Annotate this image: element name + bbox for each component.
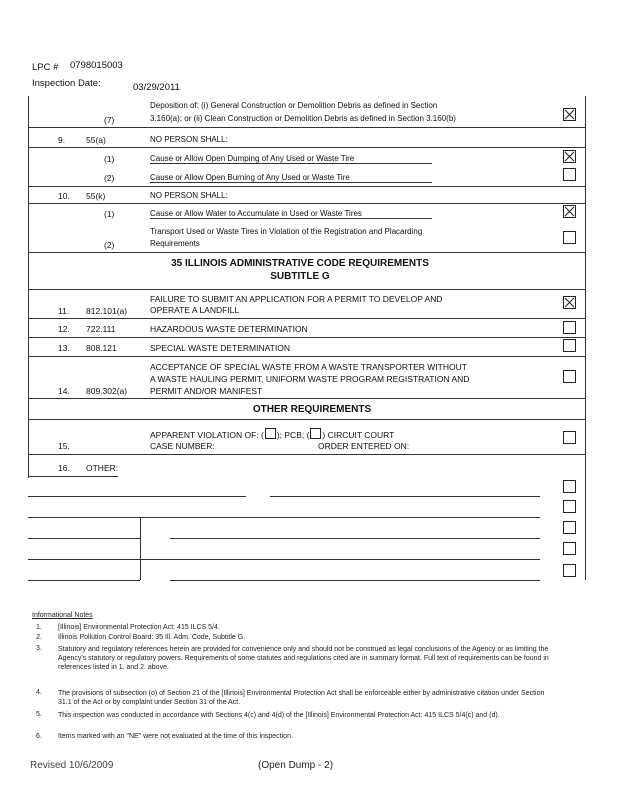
violation-checkbox[interactable] [563, 231, 576, 244]
other-checkbox[interactable] [563, 521, 576, 534]
violation-checkbox[interactable] [563, 205, 576, 218]
violation-checkbox[interactable] [563, 339, 576, 352]
inspection-date-value: 03/29/2011 [133, 82, 180, 93]
table-border-left [28, 96, 29, 478]
violation-checkbox[interactable] [563, 321, 576, 334]
violation-checkbox[interactable] [563, 296, 576, 309]
table-border-right [585, 96, 586, 478]
violation-checkbox[interactable] [563, 370, 576, 383]
act-checkbox[interactable] [265, 428, 276, 439]
other-checkbox[interactable] [563, 542, 576, 555]
case-number-label: CASE NUMBER: [150, 441, 215, 451]
violation-checkbox[interactable] [563, 108, 576, 121]
violation-checkbox[interactable] [563, 431, 576, 444]
inspection-date-label: Inspection Date: [32, 78, 101, 89]
other-checkbox[interactable] [563, 480, 576, 493]
lpc-number: 0798015003 [70, 60, 123, 71]
section-title: 35 ILLINOIS ADMINISTRATIVE CODE REQUIREMENTS [171, 258, 429, 269]
section-subtitle: SUBTITLE G [270, 271, 330, 282]
lpc-label: LPC # [32, 62, 59, 73]
revised-date: Revised 10/6/2009 [30, 760, 114, 771]
violation-checkbox[interactable] [563, 168, 576, 181]
court-checkbox[interactable] [310, 428, 321, 439]
notes-title: Informational Notes [32, 612, 93, 619]
order-entered-label: ORDER ENTERED ON: [318, 441, 410, 451]
other-checkbox[interactable] [563, 500, 576, 513]
page-label: (Open Dump - 2) [258, 760, 334, 771]
section-title: OTHER REQUIREMENTS [252, 404, 372, 415]
violation-checkbox[interactable] [563, 150, 576, 163]
other-checkbox[interactable] [563, 564, 576, 577]
